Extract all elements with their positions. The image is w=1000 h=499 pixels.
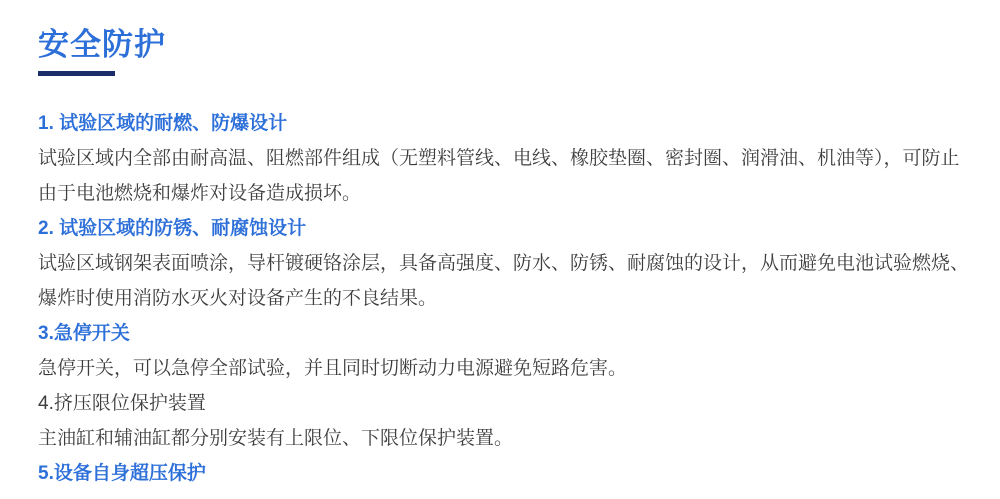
section-heading: 4.挤压限位保护装置 xyxy=(38,393,206,414)
section-rust-corrosion-proof-design xyxy=(38,211,973,316)
section-fire-explosion-proof-design xyxy=(38,106,973,211)
section-paragraph: 试验区域钢架表面喷涂，导杆镀硬铬涂层，具备高强度、防水、防锈、耐腐蚀的设计，从而避免电池试验燃烧、爆炸时使用消防水灭火对设备产生的不良结果。 xyxy=(38,253,970,309)
section-heading: 5.设备自身超压保护 xyxy=(38,463,206,484)
section-paragraph: 主油缸和辅油缸都分别安装有上限位、下限位保护装置。 xyxy=(38,428,514,449)
page-title: 安全防护 xyxy=(38,27,166,62)
section-heading: 3.急停开关 xyxy=(38,323,130,344)
page xyxy=(0,26,1000,499)
title-underline xyxy=(38,71,115,76)
section-paragraph: 急停开关，可以急停全部试验，并且同时切断动力电源避免短路危害。 xyxy=(38,358,628,379)
section-squeeze-limit-protection xyxy=(38,386,973,456)
section-overpressure-protection xyxy=(38,456,973,491)
sections-list xyxy=(38,106,973,491)
section-paragraph: 试验区域内全部由耐高温、阻燃部件组成（无塑料管线、电线、橡胶垫圈、密封圈、润滑油、机油等），可防止由于电池燃烧和爆炸对设备造成损坏。 xyxy=(38,148,960,204)
section-heading: 2. 试验区域的防锈、耐腐蚀设计 xyxy=(38,218,307,239)
section-heading: 1. 试验区域的耐燃、防爆设计 xyxy=(38,113,288,134)
content-area xyxy=(0,26,973,491)
section-emergency-stop-switch xyxy=(38,316,973,386)
